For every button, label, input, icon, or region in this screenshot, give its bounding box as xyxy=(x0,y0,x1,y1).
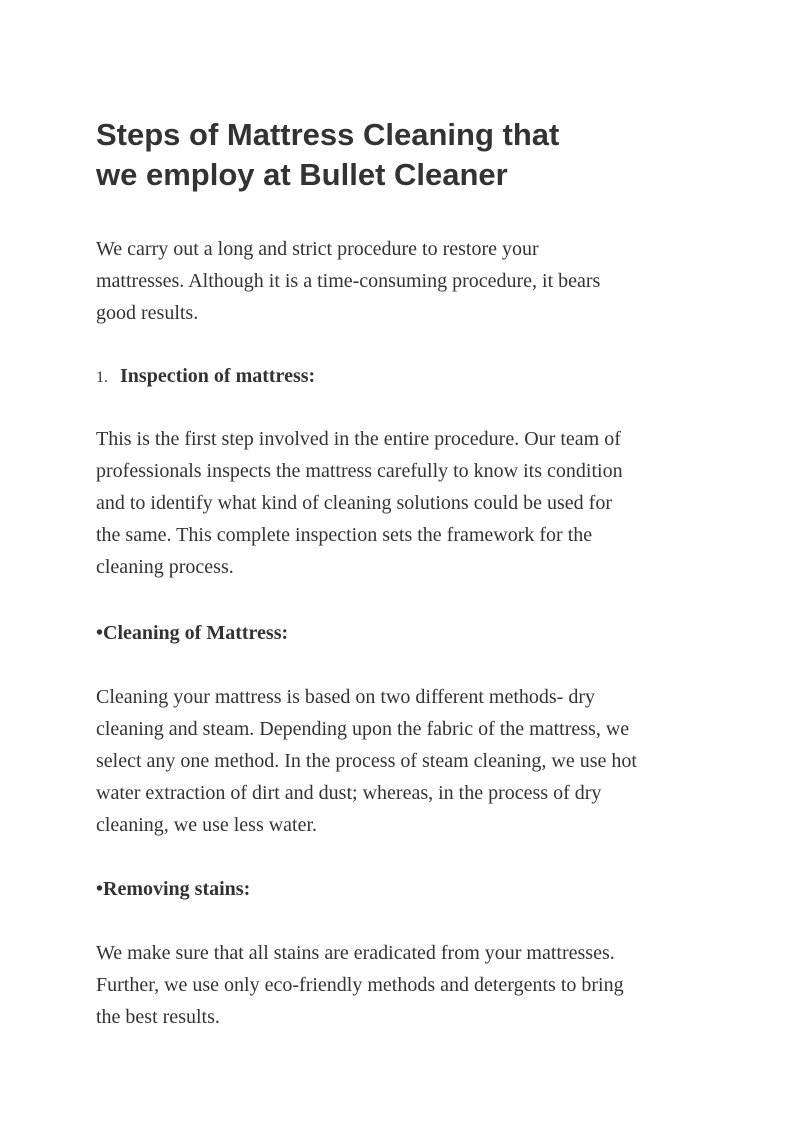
stains-paragraph xyxy=(96,937,716,1033)
intro-line: mattresses. Although it is a time-consuming procedure, it bears xyxy=(96,270,601,292)
page-title xyxy=(96,115,559,195)
inspection-paragraph xyxy=(96,423,716,583)
inspection-line: professionals inspects the mattress carefully to know its condition xyxy=(96,460,623,482)
intro-line: good results. xyxy=(96,302,199,324)
cleaning-line: cleaning, we use less water. xyxy=(96,814,318,836)
stains-line: the best results. xyxy=(96,1006,220,1028)
title-line-1: Steps of Mattress Cleaning that xyxy=(96,117,560,152)
cleaning-line: water extraction of dirt and dust; whereas, in the process of dry xyxy=(96,782,602,804)
stains-line: We make sure that all stains are eradicated from your mattresses. xyxy=(96,942,615,964)
section-heading-text: Inspection of mattress: xyxy=(120,365,316,387)
section-heading-inspection xyxy=(96,360,315,394)
inspection-line: and to identify what kind of cleaning solutions could be used for xyxy=(96,492,613,514)
section-heading-stains: •Removing stains: xyxy=(96,878,251,900)
inspection-line: cleaning process. xyxy=(96,556,234,578)
cleaning-line: Cleaning your mattress is based on two different methods- dry xyxy=(96,686,595,708)
cleaning-paragraph xyxy=(96,681,716,841)
intro-line: We carry out a long and strict procedure to restore your xyxy=(96,238,539,260)
intro-paragraph xyxy=(96,233,716,329)
cleaning-line: cleaning and steam. Depending upon the fabric of the mattress, we xyxy=(96,718,630,740)
title-line-2: we employ at Bullet Cleaner xyxy=(96,157,508,192)
list-number: 1. xyxy=(96,369,108,386)
inspection-line: the same. This complete inspection sets the framework for the xyxy=(96,524,593,546)
cleaning-line: select any one method. In the process of steam cleaning, we use hot xyxy=(96,750,637,772)
section-heading-cleaning: •Cleaning of Mattress: xyxy=(96,622,289,644)
stains-line: Further, we use only eco-friendly methods and detergents to bring xyxy=(96,974,624,996)
inspection-line: This is the first step involved in the entire procedure. Our team of xyxy=(96,428,621,450)
